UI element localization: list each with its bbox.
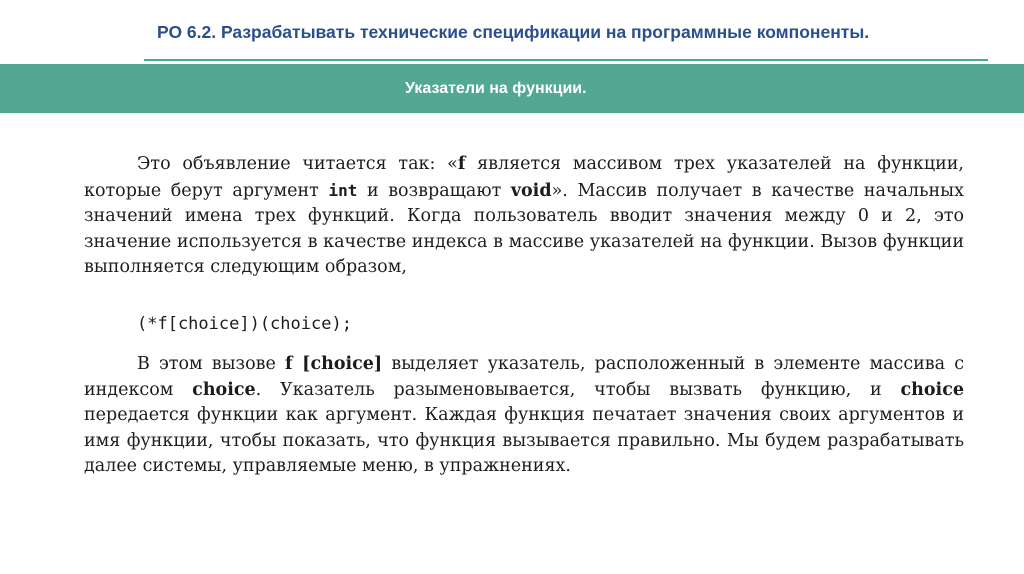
- paragraph-1: [84, 152, 964, 281]
- paragraph-1-text-4: ». Массив получает в качестве начальных значений имена трех функций. Когда пользователь вводит значения между 0 и 2, это значение используется в качестве индекса в массиве указателей на функции. Вызов функции выполняется следующим образом,: [84, 180, 964, 277]
- section-title: Указатели на функции.: [405, 80, 587, 97]
- paragraph-1-bold-1: f: [457, 154, 466, 174]
- page-title: РО 6.2. Разрабатывать технические спецификации на программные компоненты.: [157, 22, 870, 42]
- paragraph-2: [84, 352, 964, 480]
- paragraph-1-code-1: int: [328, 180, 358, 200]
- paragraph-1-bold-2: void: [510, 180, 552, 201]
- paragraph-1-text-2: является массивом трех указателей на функции, которые берут аргумент: [84, 154, 964, 201]
- paragraph-2-text-2: выделяет указатель, расположенный в элементе массива с индексом: [84, 354, 965, 400]
- paragraph-2-text-4: передается функции как аргумент. Каждая функция печатает значения своих аргументов и имя функции, чтобы показать, что функция вызывается правильно. Мы будем разрабатывать далее системы, управляемые меню, в упражнениях.: [84, 405, 964, 476]
- paragraph-2-bold-3: choice: [900, 379, 964, 400]
- paragraph-2-bold-2: choice: [192, 379, 256, 400]
- paragraph-1-text-3: и возвращают: [357, 180, 511, 201]
- paragraph-2-text-3: . Указатель разыменовывается, чтобы вызвать функцию, и: [255, 379, 901, 400]
- paragraph-1-text-1: Это объявление читается так: «: [137, 154, 458, 174]
- paragraph-2-text-1: В этом вызове: [137, 354, 285, 374]
- paragraph-2-bold-1: f [choice]: [284, 354, 383, 374]
- code-snippet: (*f[choice])(choice);: [137, 314, 352, 334]
- title-divider: [144, 59, 988, 61]
